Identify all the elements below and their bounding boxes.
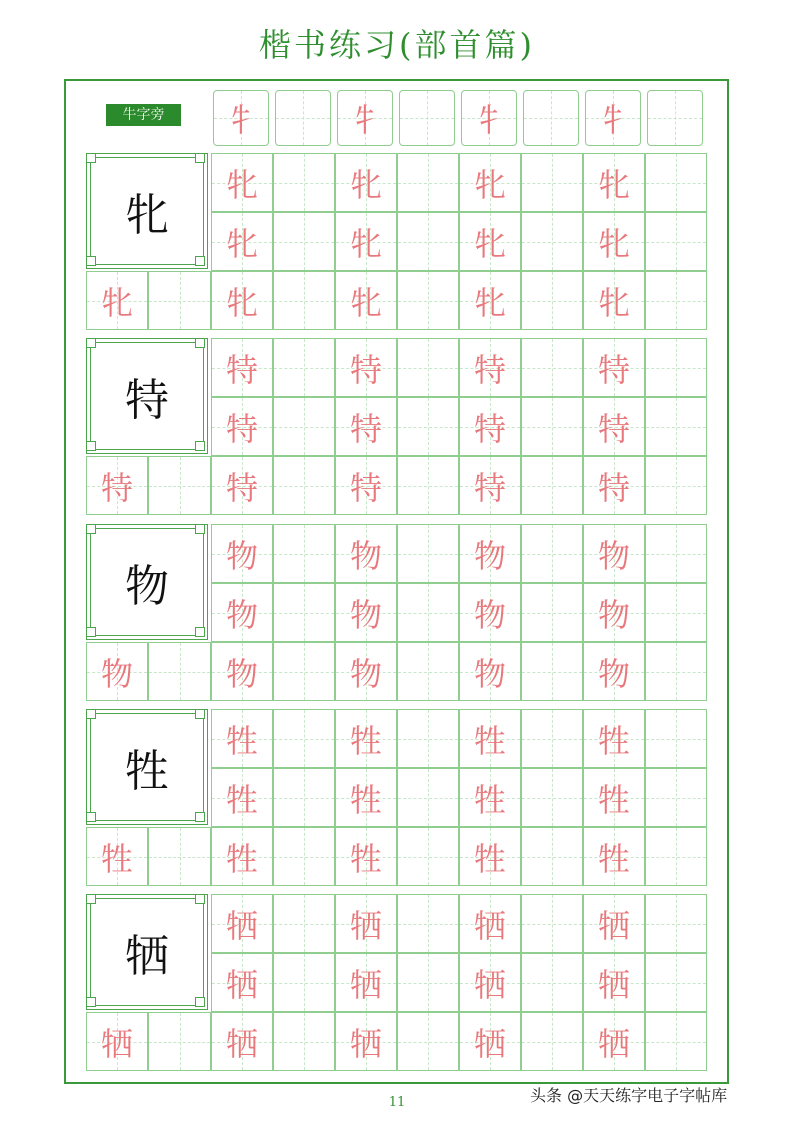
- practice-cell: [148, 271, 211, 330]
- practice-cell: [211, 397, 273, 456]
- practice-cell: [86, 827, 148, 886]
- practice-cell: [211, 642, 273, 701]
- practice-cell: [645, 397, 707, 456]
- practice-cell: [335, 583, 397, 642]
- practice-cell: [583, 338, 645, 397]
- practice-cell: [397, 271, 459, 330]
- trace-character: 物: [225, 595, 258, 634]
- trace-character: 物: [473, 654, 506, 693]
- practice-cell: [335, 1012, 397, 1071]
- radical-cell: [213, 90, 269, 146]
- trace-character: 特: [349, 468, 382, 507]
- model-character: 牲: [125, 746, 169, 797]
- trace-character: 物: [473, 595, 506, 634]
- model-character-box: [86, 153, 208, 269]
- trace-character: 牝: [473, 283, 506, 322]
- practice-cell: [397, 768, 459, 827]
- practice-cell: [459, 338, 521, 397]
- practice-cell: [645, 709, 707, 768]
- practice-cell: [583, 583, 645, 642]
- radical-cell: [647, 90, 703, 146]
- practice-cell: [148, 827, 211, 886]
- practice-cell: [273, 583, 335, 642]
- trace-character: 牺: [597, 1024, 630, 1063]
- practice-cell: [459, 456, 521, 515]
- trace-character: 牝: [349, 283, 382, 322]
- practice-cell: [273, 524, 335, 583]
- trace-character: 牲: [473, 780, 506, 819]
- practice-cell: [583, 153, 645, 212]
- practice-cell: [521, 212, 583, 271]
- practice-cell: [335, 642, 397, 701]
- practice-cell: [211, 583, 273, 642]
- trace-character: 牜: [348, 101, 381, 139]
- practice-cell: [521, 397, 583, 456]
- practice-cell: [335, 212, 397, 271]
- practice-cell: [521, 271, 583, 330]
- practice-cell: [335, 768, 397, 827]
- trace-character: 特: [225, 350, 258, 389]
- trace-character: 牺: [473, 906, 506, 945]
- model-character-box: [86, 709, 208, 825]
- trace-character: 牺: [597, 906, 630, 945]
- practice-cell: [397, 338, 459, 397]
- practice-cell: [521, 827, 583, 886]
- practice-cell: [397, 397, 459, 456]
- trace-character: 牜: [224, 101, 257, 139]
- practice-cell: [459, 397, 521, 456]
- trace-character: 特: [349, 409, 382, 448]
- practice-cell: [86, 456, 148, 515]
- trace-character: 牺: [225, 965, 258, 1004]
- practice-cell: [211, 953, 273, 1012]
- trace-character: 特: [597, 350, 630, 389]
- model-character: 牺: [125, 931, 169, 982]
- practice-cell: [459, 153, 521, 212]
- trace-character: 牺: [100, 1024, 133, 1063]
- trace-character: 牲: [597, 721, 630, 760]
- trace-character: 牲: [597, 839, 630, 878]
- practice-cell: [273, 271, 335, 330]
- trace-character: 物: [473, 536, 506, 575]
- trace-character: 牺: [473, 1024, 506, 1063]
- practice-cell: [397, 642, 459, 701]
- practice-cell: [273, 827, 335, 886]
- trace-character: 牝: [349, 165, 382, 204]
- practice-cell: [645, 827, 707, 886]
- practice-cell: [273, 768, 335, 827]
- practice-cell: [211, 212, 273, 271]
- practice-cell: [645, 271, 707, 330]
- trace-character: 牲: [349, 780, 382, 819]
- trace-character: 牜: [472, 101, 505, 139]
- practice-cell: [397, 953, 459, 1012]
- practice-cell: [86, 1012, 148, 1071]
- practice-cell: [273, 456, 335, 515]
- radical-cell: [275, 90, 331, 146]
- practice-cell: [521, 153, 583, 212]
- trace-character: 物: [225, 654, 258, 693]
- trace-character: 牺: [225, 1024, 258, 1063]
- practice-cell: [335, 953, 397, 1012]
- practice-cell: [459, 1012, 521, 1071]
- trace-character: 牺: [597, 965, 630, 1004]
- practice-cell: [645, 456, 707, 515]
- practice-cell: [335, 709, 397, 768]
- practice-cell: [148, 1012, 211, 1071]
- trace-character: 牺: [349, 1024, 382, 1063]
- radical-cell: [461, 90, 517, 146]
- model-character: 特: [125, 375, 169, 426]
- model-character: 牝: [125, 190, 169, 241]
- practice-cell: [583, 642, 645, 701]
- trace-character: 牝: [597, 165, 630, 204]
- trace-character: 牺: [225, 906, 258, 945]
- trace-character: 牲: [597, 780, 630, 819]
- trace-character: 特: [225, 468, 258, 507]
- trace-character: 牝: [473, 224, 506, 263]
- practice-cell: [273, 338, 335, 397]
- practice-cell: [335, 456, 397, 515]
- trace-character: 物: [597, 595, 630, 634]
- practice-cell: [148, 456, 211, 515]
- practice-cell: [645, 768, 707, 827]
- practice-cell: [583, 524, 645, 583]
- trace-character: 物: [349, 536, 382, 575]
- practice-cell: [521, 642, 583, 701]
- practice-cell: [335, 397, 397, 456]
- practice-cell: [273, 153, 335, 212]
- practice-cell: [273, 212, 335, 271]
- trace-character: 牝: [597, 224, 630, 263]
- trace-character: 特: [473, 468, 506, 507]
- page-title: 楷书练习(部首篇): [259, 26, 535, 64]
- practice-cell: [397, 1012, 459, 1071]
- practice-cell: [211, 153, 273, 212]
- practice-cell: [335, 524, 397, 583]
- trace-character: 牲: [349, 839, 382, 878]
- trace-character: 牝: [225, 283, 258, 322]
- practice-cell: [459, 583, 521, 642]
- trace-character: 特: [597, 409, 630, 448]
- practice-cell: [645, 642, 707, 701]
- practice-cell: [521, 1012, 583, 1071]
- model-character-box: [86, 524, 208, 640]
- practice-cell: [521, 709, 583, 768]
- radical-cell: [585, 90, 641, 146]
- radical-cell: [337, 90, 393, 146]
- trace-character: 牝: [100, 283, 133, 322]
- practice-cell: [583, 768, 645, 827]
- trace-character: 牲: [225, 721, 258, 760]
- practice-cell: [645, 212, 707, 271]
- practice-cell: [148, 642, 211, 701]
- trace-character: 牲: [225, 839, 258, 878]
- practice-cell: [397, 709, 459, 768]
- practice-cell: [645, 953, 707, 1012]
- practice-cell: [211, 768, 273, 827]
- practice-cell: [459, 894, 521, 953]
- trace-character: 物: [349, 654, 382, 693]
- trace-character: 物: [100, 654, 133, 693]
- practice-cell: [459, 212, 521, 271]
- practice-cell: [521, 953, 583, 1012]
- model-character: 物: [125, 561, 169, 612]
- practice-cell: [521, 338, 583, 397]
- practice-cell: [273, 709, 335, 768]
- practice-cell: [211, 524, 273, 583]
- practice-cell: [397, 894, 459, 953]
- trace-character: 牝: [349, 224, 382, 263]
- practice-cell: [583, 1012, 645, 1071]
- radical-cell: [399, 90, 455, 146]
- practice-cell: [273, 894, 335, 953]
- practice-cell: [335, 338, 397, 397]
- radical-cell: [523, 90, 579, 146]
- practice-cell: [273, 1012, 335, 1071]
- watermark: 头条 @天天练字电子字帖库: [530, 1086, 728, 1105]
- practice-cell: [211, 1012, 273, 1071]
- practice-cell: [459, 953, 521, 1012]
- practice-cell: [583, 709, 645, 768]
- practice-cell: [211, 894, 273, 953]
- practice-cell: [645, 894, 707, 953]
- trace-character: 特: [100, 468, 133, 507]
- trace-character: 牝: [473, 165, 506, 204]
- practice-cell: [86, 642, 148, 701]
- trace-character: 牝: [225, 165, 258, 204]
- trace-character: 牲: [473, 721, 506, 760]
- practice-cell: [583, 827, 645, 886]
- practice-cell: [459, 271, 521, 330]
- practice-cell: [86, 271, 148, 330]
- trace-character: 牲: [225, 780, 258, 819]
- practice-cell: [335, 153, 397, 212]
- page-number: 11: [388, 1095, 406, 1110]
- practice-cell: [211, 271, 273, 330]
- practice-cell: [273, 397, 335, 456]
- practice-cell: [521, 894, 583, 953]
- practice-cell: [459, 642, 521, 701]
- practice-cell: [397, 456, 459, 515]
- practice-cell: [273, 642, 335, 701]
- trace-character: 牜: [596, 101, 629, 139]
- practice-cell: [459, 524, 521, 583]
- trace-character: 特: [225, 409, 258, 448]
- practice-cell: [459, 709, 521, 768]
- practice-cell: [583, 271, 645, 330]
- model-character-box: [86, 894, 208, 1010]
- practice-cell: [645, 524, 707, 583]
- trace-character: 特: [473, 409, 506, 448]
- practice-cell: [397, 583, 459, 642]
- trace-character: 牺: [349, 906, 382, 945]
- practice-cell: [645, 583, 707, 642]
- practice-cell: [521, 456, 583, 515]
- practice-cell: [583, 456, 645, 515]
- practice-cell: [397, 524, 459, 583]
- trace-character: 牺: [473, 965, 506, 1004]
- practice-cell: [583, 397, 645, 456]
- model-character-box: [86, 338, 208, 454]
- trace-character: 特: [597, 468, 630, 507]
- trace-character: 物: [349, 595, 382, 634]
- trace-character: 牺: [349, 965, 382, 1004]
- trace-character: 物: [225, 536, 258, 575]
- practice-cell: [397, 153, 459, 212]
- trace-character: 物: [597, 654, 630, 693]
- trace-character: 牲: [473, 839, 506, 878]
- practice-cell: [211, 827, 273, 886]
- trace-character: 牲: [349, 721, 382, 760]
- practice-cell: [459, 768, 521, 827]
- practice-cell: [459, 827, 521, 886]
- practice-cell: [645, 153, 707, 212]
- practice-cell: [583, 953, 645, 1012]
- radical-label: 牛字旁: [106, 104, 181, 126]
- practice-cell: [397, 827, 459, 886]
- trace-character: 物: [597, 536, 630, 575]
- practice-cell: [583, 212, 645, 271]
- practice-cell: [583, 894, 645, 953]
- practice-cell: [211, 338, 273, 397]
- trace-character: 牝: [225, 224, 258, 263]
- practice-cell: [521, 583, 583, 642]
- trace-character: 特: [349, 350, 382, 389]
- practice-cell: [335, 827, 397, 886]
- practice-cell: [211, 456, 273, 515]
- practice-cell: [335, 894, 397, 953]
- practice-cell: [335, 271, 397, 330]
- practice-cell: [273, 953, 335, 1012]
- trace-character: 牲: [100, 839, 133, 878]
- trace-character: 牝: [597, 283, 630, 322]
- practice-cell: [645, 1012, 707, 1071]
- practice-cell: [211, 709, 273, 768]
- practice-cell: [397, 212, 459, 271]
- practice-cell: [521, 524, 583, 583]
- practice-cell: [521, 768, 583, 827]
- trace-character: 特: [473, 350, 506, 389]
- practice-cell: [645, 338, 707, 397]
